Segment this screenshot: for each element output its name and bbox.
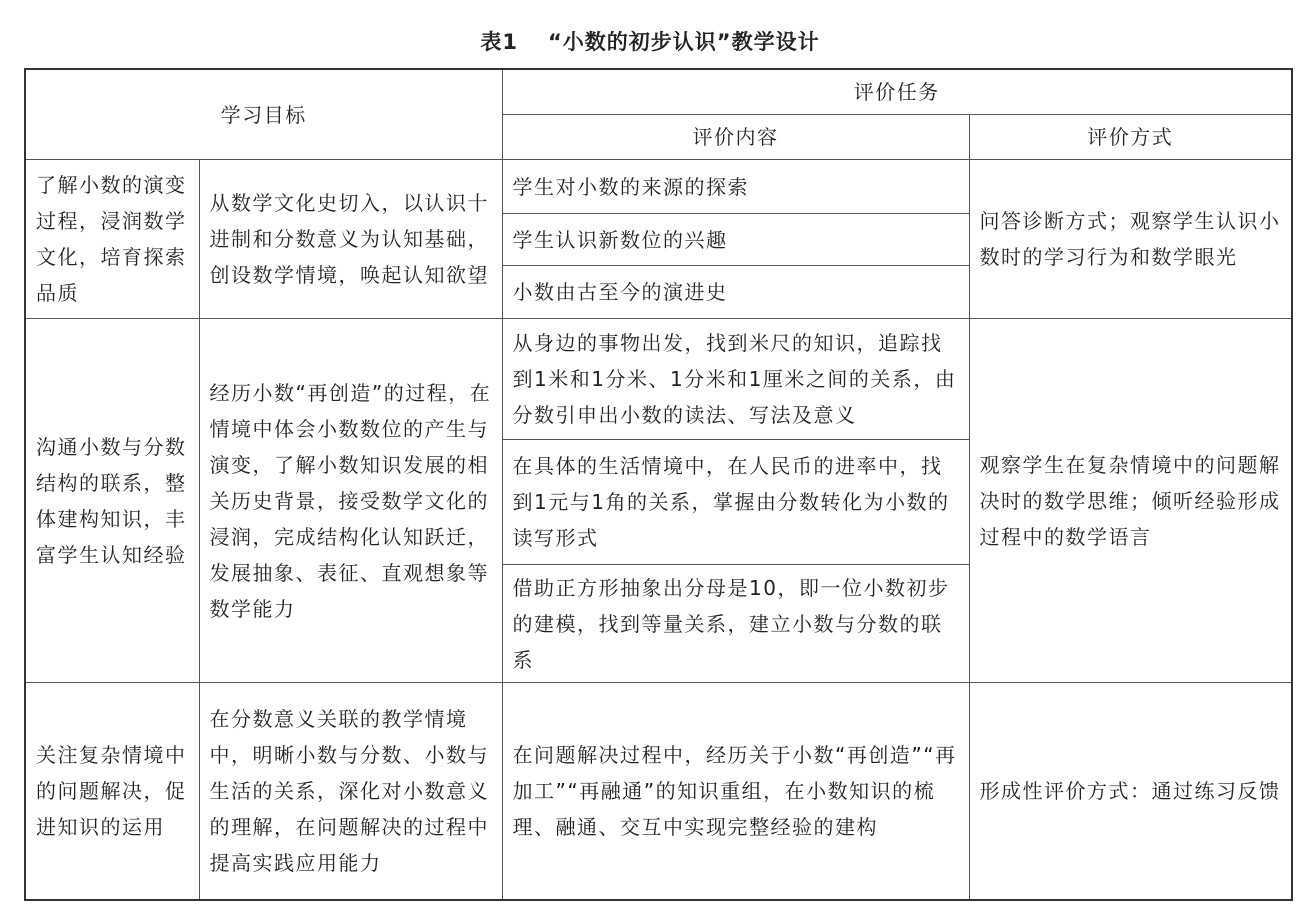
goal-cell: 沟通小数与分数结构的联系，整体建构知识，丰富学生认知经验 <box>25 319 199 683</box>
content-cell: 在问题解决过程中，经历关于小数“再创造”“再加工”“再融通”的知识重组，在小数知识的梳理、融通、交互中实现完整经验的建构 <box>502 683 969 900</box>
method-cell: 观察学生在复杂情境中的问题解决时的数学思维；倾听经验形成过程中的数学语言 <box>969 319 1292 683</box>
goal-cell: 关注复杂情境中的问题解决，促进知识的运用 <box>25 683 199 900</box>
header-evaluation-content: 评价内容 <box>502 115 969 160</box>
header-evaluation-method: 评价方式 <box>969 115 1292 160</box>
table-title <box>0 26 1300 56</box>
header-learning-goals: 学习目标 <box>25 69 502 160</box>
content-cell: 学生认识新数位的兴趣 <box>502 214 969 266</box>
content-cell: 借助正方形抽象出分母是10，即一位小数初步的建模，找到等量关系，建立小数与分数的联系 <box>502 565 969 683</box>
table-number: 表1 <box>480 30 518 54</box>
method-cell: 形成性评价方式：通过练习反馈 <box>969 683 1292 900</box>
content-cell: 在具体的生活情境中，在人民币的进率中，找到1元与1角的关系，掌握由分数转化为小数的读写形式 <box>502 440 969 565</box>
goal-cell: 了解小数的演变过程，浸润数学文化，培育探索品质 <box>25 160 199 319</box>
content-cell: 学生对小数的来源的探索 <box>502 160 969 214</box>
content-cell: 从身边的事物出发，找到米尺的知识，追踪找到1米和1分米、1分米和1厘米之间的关系，由分数引申出小数的读法、写法及意义 <box>502 319 969 440</box>
table-caption: “小数的初步认识”教学设计 <box>548 30 820 54</box>
content-cell: 小数由古至今的演进史 <box>502 266 969 319</box>
goal-detail-cell: 经历小数“再创造”的过程，在情境中体会小数数位的产生与演变，了解小数知识发展的相关历史背景，接受数学文化的浸润，完成结构化认知跃迁，发展抽象、表征、直观想象等数学能力 <box>199 319 502 683</box>
goal-detail-cell: 在分数意义关联的教学情境中，明晰小数与分数、小数与生活的关系，深化对小数意义的理解，在问题解决的过程中提高实践应用能力 <box>199 683 502 900</box>
goal-detail-cell: 从数学文化史切入，以认识十进制和分数意义为认知基础，创设数学情境，唤起认知欲望 <box>199 160 502 319</box>
header-evaluation-tasks: 评价任务 <box>502 69 1292 115</box>
teaching-design-table <box>24 68 1293 901</box>
method-cell: 问答诊断方式；观察学生认识小数时的学习行为和数学眼光 <box>969 160 1292 319</box>
